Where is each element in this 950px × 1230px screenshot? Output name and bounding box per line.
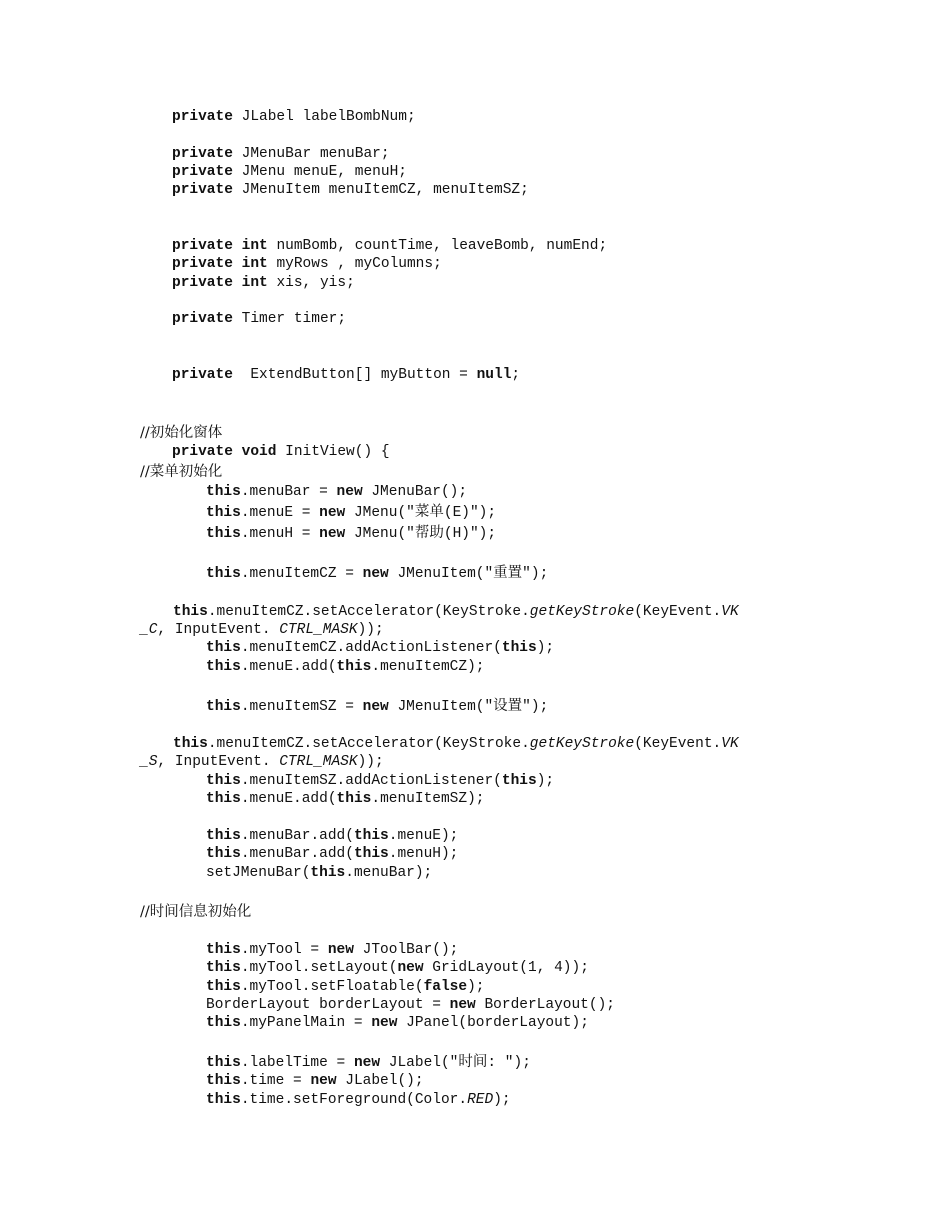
code-line: this.menuE = new JMenu("菜单(E)"); xyxy=(206,505,497,521)
code-line: this.myPanelMain = new JPanel(borderLayout); xyxy=(206,1015,589,1031)
code-line: this.menuItemCZ.setAccelerator(KeyStroke.getKeyStroke(KeyEvent.VK xyxy=(173,604,739,620)
code-line: this.menuItemSZ.addActionListener(this); xyxy=(206,773,555,789)
code-line: this.myTool.setFloatable(false); xyxy=(206,979,485,995)
code-comment-line: //菜单初始化 xyxy=(140,464,223,480)
code-line: this.menuBar = new JMenuBar(); xyxy=(206,484,468,500)
code-line: this.menuE.add(this.menuItemSZ); xyxy=(206,791,485,807)
code-line: private ExtendButton[] myButton = null; xyxy=(172,367,521,383)
code-line: this.myTool.setLayout(new GridLayout(1, 4)); xyxy=(206,960,589,976)
code-line: BorderLayout borderLayout = new BorderLayout(); xyxy=(206,997,615,1013)
code-line: private int numBomb, countTime, leaveBomb, numEnd; xyxy=(172,238,608,254)
code-line: setJMenuBar(this.menuBar); xyxy=(206,865,433,881)
code-line: this.time.setForeground(Color.RED); xyxy=(206,1092,511,1108)
code-line: private JMenuItem menuItemCZ, menuItemSZ; xyxy=(172,182,529,198)
code-line: this.labelTime = new JLabel("时间: "); xyxy=(206,1055,531,1071)
code-line: _C, InputEvent. CTRL_MASK)); xyxy=(140,622,384,638)
code-line: private JMenu menuE, menuH; xyxy=(172,164,407,180)
code-line: this.menuBar.add(this.menuH); xyxy=(206,846,459,862)
code-line: this.myTool = new JToolBar(); xyxy=(206,942,459,958)
code-line: _S, InputEvent. CTRL_MASK)); xyxy=(140,754,384,770)
code-comment-line: //时间信息初始化 xyxy=(140,904,252,920)
code-line: this.menuH = new JMenu("帮助(H)"); xyxy=(206,526,497,542)
code-line: private int myRows , myColumns; xyxy=(172,256,442,272)
code-comment-line: //初始化窗体 xyxy=(140,425,223,441)
code-line: this.menuE.add(this.menuItemCZ); xyxy=(206,659,485,675)
code-line: this.menuItemCZ.setAccelerator(KeyStroke.getKeyStroke(KeyEvent.VK xyxy=(173,736,739,752)
code-line: private int xis, yis; xyxy=(172,275,355,291)
code-line: private JMenuBar menuBar; xyxy=(172,146,390,162)
code-line: private Timer timer; xyxy=(172,311,347,327)
code-line: this.menuItemSZ = new JMenuItem("设置"); xyxy=(206,699,549,715)
code-line: this.menuItemCZ = new JMenuItem("重置"); xyxy=(206,566,549,582)
code-line: this.menuItemCZ.addActionListener(this); xyxy=(206,640,555,656)
code-line: private void InitView() { xyxy=(172,444,390,460)
code-line: this.menuBar.add(this.menuE); xyxy=(206,828,459,844)
code-line: this.time = new JLabel(); xyxy=(206,1073,424,1089)
code-line: private JLabel labelBombNum; xyxy=(172,109,416,125)
